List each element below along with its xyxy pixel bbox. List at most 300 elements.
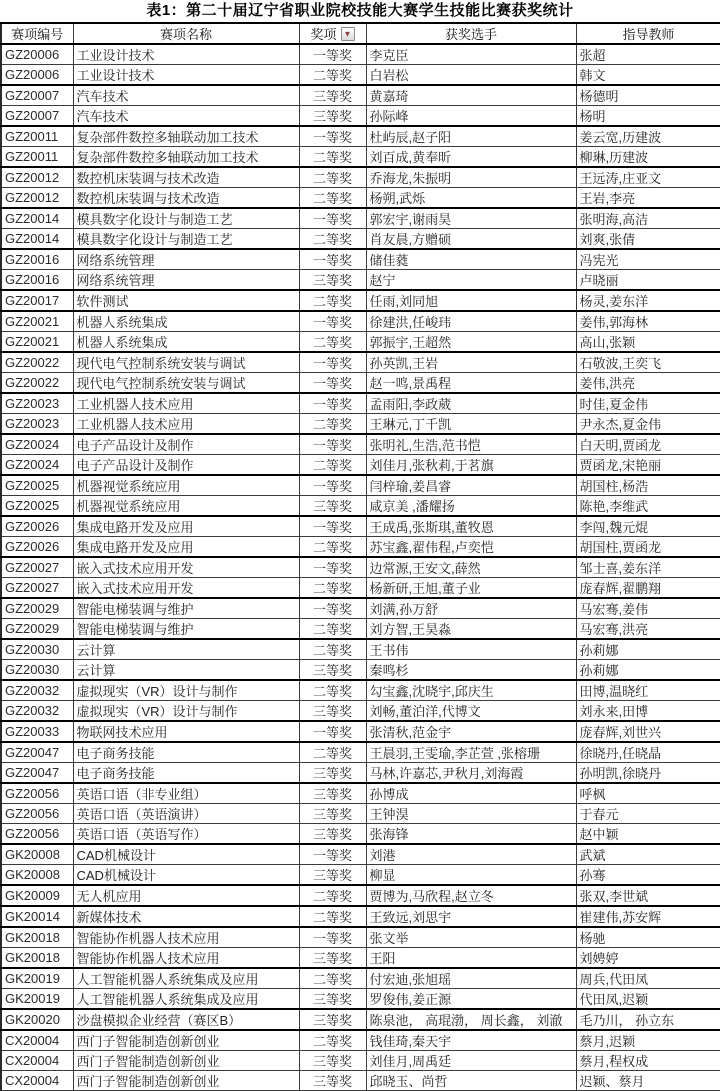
table-row	[1, 742, 720, 763]
cell-code: GZ20027	[1, 578, 73, 599]
cell-award: 一等奖	[299, 44, 366, 65]
cell-teachers: 田博,温晓红	[576, 680, 720, 701]
table-row	[1, 44, 720, 65]
cell-code: GZ20022	[1, 352, 73, 373]
cell-contestants: 刘港	[366, 844, 576, 865]
cell-code: GK20019	[1, 989, 73, 1010]
cell-teachers: 毛乃川， 孙立东	[576, 1009, 720, 1030]
cell-award: 一等奖	[299, 927, 366, 948]
cell-contestants: 刘方智,王昊淼	[366, 619, 576, 640]
cell-name: 云计算	[73, 639, 299, 660]
cell-contestants: 王钟淏	[366, 804, 576, 824]
table-row	[1, 208, 720, 229]
cell-teachers: 姜伟,郭海林	[576, 311, 720, 332]
cell-code: GZ20056	[1, 783, 73, 804]
cell-award: 一等奖	[299, 393, 366, 414]
cell-award: 一等奖	[299, 475, 366, 496]
cell-contestants: 张明礼,生浩,范书恺	[366, 434, 576, 455]
cell-contestants: 杨新研,王旭,董子业	[366, 578, 576, 599]
cell-teachers: 杨灵,姜东洋	[576, 290, 720, 311]
cell-award: 三等奖	[299, 85, 366, 106]
cell-contestants: 刘佳月,张秋莉,于茗旗	[366, 455, 576, 476]
cell-teachers: 胡国柱,贾函龙	[576, 537, 720, 558]
cell-award: 二等奖	[299, 578, 366, 599]
table-row	[1, 783, 720, 804]
cell-teachers: 蔡月,程权成	[576, 1051, 720, 1071]
cell-name: 西门子智能制造创新创业	[73, 1071, 299, 1091]
cell-contestants: 张海锋	[366, 824, 576, 845]
cell-name: 人工智能机器人系统集成及应用	[73, 968, 299, 989]
cell-award: 二等奖	[299, 188, 366, 209]
table-row	[1, 824, 720, 845]
cell-award: 一等奖	[299, 557, 366, 578]
award-filter-dropdown-button[interactable]	[341, 27, 355, 41]
cell-award: 三等奖	[299, 701, 366, 722]
cell-code: GZ20014	[1, 208, 73, 229]
cell-code: GZ20056	[1, 804, 73, 824]
cell-name: 复杂部件数控多轴联动加工技术	[73, 147, 299, 168]
cell-teachers: 孙莉娜	[576, 660, 720, 681]
cell-contestants: 付宏迪,张旭瑶	[366, 968, 576, 989]
cell-teachers: 武斌	[576, 844, 720, 865]
cell-award: 三等奖	[299, 989, 366, 1010]
table-row	[1, 927, 720, 948]
chevron-down-icon: ▼	[343, 29, 352, 38]
cell-contestants: 郭宏宇,谢雨昊	[366, 208, 576, 229]
cell-code: GZ20029	[1, 619, 73, 640]
cell-teachers: 刘娉婷	[576, 948, 720, 969]
cell-contestants: 钱佳琦,秦天宇	[366, 1030, 576, 1051]
cell-code: GZ20047	[1, 742, 73, 763]
table-row	[1, 434, 720, 455]
cell-award: 三等奖	[299, 783, 366, 804]
cell-award: 二等奖	[299, 680, 366, 701]
cell-code: GZ20011	[1, 147, 73, 168]
cell-name: 复杂部件数控多轴联动加工技术	[73, 126, 299, 147]
cell-name: 智能电梯装调与维护	[73, 598, 299, 619]
cell-contestants: 孙英凯,王岩	[366, 352, 576, 373]
cell-contestants: 张文举	[366, 927, 576, 948]
cell-name: 现代电气控制系统安装与调试	[73, 352, 299, 373]
cell-contestants: 柳显	[366, 865, 576, 886]
cell-name: 工业设计技术	[73, 44, 299, 65]
cell-code: GZ20025	[1, 496, 73, 517]
cell-contestants: 王书伟	[366, 639, 576, 660]
cell-name: 机器视觉系统应用	[73, 475, 299, 496]
cell-code: GZ20027	[1, 557, 73, 578]
cell-award: 二等奖	[299, 1030, 366, 1051]
cell-teachers: 卢晓丽	[576, 270, 720, 291]
cell-code: GZ20032	[1, 701, 73, 722]
cell-name: 英语口语（英语写作）	[73, 824, 299, 845]
cell-award: 二等奖	[299, 290, 366, 311]
cell-teachers: 孙明凯,徐晓丹	[576, 763, 720, 784]
cell-name: 模具数字化设计与制造工艺	[73, 229, 299, 250]
cell-code: CX20004	[1, 1051, 73, 1071]
cell-code: GZ20030	[1, 639, 73, 660]
cell-name: 智能协作机器人技术应用	[73, 927, 299, 948]
cell-teachers: 胡国柱,杨浩	[576, 475, 720, 496]
cell-name: 西门子智能制造创新创业	[73, 1051, 299, 1071]
cell-teachers: 刘永来,田博	[576, 701, 720, 722]
cell-award: 三等奖	[299, 804, 366, 824]
cell-teachers: 孙莉娜	[576, 639, 720, 660]
cell-award: 一等奖	[299, 352, 366, 373]
cell-code: GK20019	[1, 968, 73, 989]
cell-teachers: 柳琳,历建波	[576, 147, 720, 168]
table-row	[1, 352, 720, 373]
cell-award: 三等奖	[299, 824, 366, 845]
cell-teachers: 孙骞	[576, 865, 720, 886]
cell-contestants: 杨朔,武烁	[366, 188, 576, 209]
cell-teachers: 崔建伟,苏安辉	[576, 906, 720, 927]
cell-code: GZ20026	[1, 516, 73, 537]
cell-award: 二等奖	[299, 742, 366, 763]
cell-teachers: 王岩,李亮	[576, 188, 720, 209]
cell-contestants: 黄嘉琦	[366, 85, 576, 106]
table-row	[1, 475, 720, 496]
cell-name: 机器视觉系统应用	[73, 496, 299, 517]
table-row	[1, 516, 720, 537]
table-row	[1, 598, 720, 619]
cell-name: 网络系统管理	[73, 270, 299, 291]
cell-teachers: 徐晓丹,任晓晶	[576, 742, 720, 763]
table-row	[1, 948, 720, 969]
cell-contestants: 王晨羽,王雯瑜,李芷萱 ,张榕珊	[366, 742, 576, 763]
table-row	[1, 763, 720, 784]
cell-name: 电子产品设计及制作	[73, 434, 299, 455]
cell-contestants: 边常源,王安文,薛然	[366, 557, 576, 578]
table-row	[1, 885, 720, 906]
cell-name: 人工智能机器人系统集成及应用	[73, 989, 299, 1010]
cell-code: GZ20056	[1, 824, 73, 845]
cell-contestants: 张清秋,范金宇	[366, 721, 576, 742]
cell-name: 新媒体技术	[73, 906, 299, 927]
cell-award: 一等奖	[299, 516, 366, 537]
table-row	[1, 455, 720, 476]
cell-award: 二等奖	[299, 414, 366, 435]
cell-name: 工业机器人技术应用	[73, 393, 299, 414]
header-award	[299, 23, 366, 44]
table-row	[1, 1009, 720, 1030]
cell-award: 二等奖	[299, 65, 366, 86]
cell-code: GZ20006	[1, 44, 73, 65]
cell-teachers: 王远涛,庄亚文	[576, 167, 720, 188]
table-row	[1, 393, 720, 414]
table-row	[1, 270, 720, 291]
cell-award: 二等奖	[299, 537, 366, 558]
cell-teachers: 周兵,代田凤	[576, 968, 720, 989]
table-title: 表1：第二十届辽宁省职业院校技能大赛学生技能比赛获奖统计	[146, 2, 574, 19]
cell-award: 一等奖	[299, 721, 366, 742]
cell-name: 模具数字化设计与制造工艺	[73, 208, 299, 229]
table-row	[1, 290, 720, 311]
cell-contestants: 郭振宇,王超然	[366, 332, 576, 353]
cell-teachers: 马宏骞,洪亮	[576, 619, 720, 640]
table-row	[1, 147, 720, 168]
cell-contestants: 王成禹,张斯琪,董牧恩	[366, 516, 576, 537]
cell-contestants: 储佳蕤	[366, 249, 576, 270]
cell-contestants: 肖友晨,方赠硕	[366, 229, 576, 250]
table-row	[1, 865, 720, 886]
cell-code: GK20008	[1, 844, 73, 865]
cell-name: 英语口语（非专业组）	[73, 783, 299, 804]
cell-award: 一等奖	[299, 126, 366, 147]
table-row	[1, 844, 720, 865]
cell-contestants: 任雨,刘同旭	[366, 290, 576, 311]
cell-name: 工业设计技术	[73, 65, 299, 86]
cell-award: 一等奖	[299, 598, 366, 619]
cell-code: GZ20011	[1, 126, 73, 147]
cell-name: 嵌入式技术应用开发	[73, 557, 299, 578]
table-row	[1, 85, 720, 106]
header-contestants: 获奖选手	[366, 23, 576, 44]
cell-contestants: 苏宝鑫,翟伟程,卢奕恺	[366, 537, 576, 558]
cell-name: 电子产品设计及制作	[73, 455, 299, 476]
cell-code: GZ20021	[1, 311, 73, 332]
cell-name: 集成电路开发及应用	[73, 516, 299, 537]
cell-name: 英语口语（英语演讲）	[73, 804, 299, 824]
cell-award: 三等奖	[299, 1051, 366, 1071]
cell-award: 一等奖	[299, 208, 366, 229]
table-row	[1, 332, 720, 353]
cell-teachers: 冯宪光	[576, 249, 720, 270]
table-row	[1, 249, 720, 270]
cell-award: 三等奖	[299, 865, 366, 886]
cell-code: GZ20023	[1, 414, 73, 435]
cell-name: 网络系统管理	[73, 249, 299, 270]
table-row	[1, 496, 720, 517]
table-body	[1, 44, 720, 1091]
cell-name: 电子商务技能	[73, 742, 299, 763]
cell-contestants: 赵宁	[366, 270, 576, 291]
table-row	[1, 65, 720, 86]
cell-award: 三等奖	[299, 948, 366, 969]
header-row	[1, 23, 720, 44]
cell-award: 一等奖	[299, 249, 366, 270]
cell-award: 三等奖	[299, 270, 366, 291]
cell-teachers: 石敬波,王奕飞	[576, 352, 720, 373]
table-row	[1, 106, 720, 127]
cell-teachers: 于春元	[576, 804, 720, 824]
cell-award: 二等奖	[299, 167, 366, 188]
table-row	[1, 989, 720, 1010]
cell-contestants: 孟雨阳,李政葳	[366, 393, 576, 414]
table-row	[1, 1051, 720, 1071]
table-row	[1, 557, 720, 578]
cell-teachers: 白天明,贾函龙	[576, 434, 720, 455]
cell-award: 二等奖	[299, 332, 366, 353]
cell-name: CAD机械设计	[73, 865, 299, 886]
cell-teachers: 杨驰	[576, 927, 720, 948]
cell-code: GK20020	[1, 1009, 73, 1030]
cell-code: GZ20012	[1, 167, 73, 188]
cell-name: 现代电气控制系统安装与调试	[73, 373, 299, 394]
cell-teachers: 姜伟,洪亮	[576, 373, 720, 394]
cell-code: GZ20017	[1, 290, 73, 311]
cell-name: CAD机械设计	[73, 844, 299, 865]
cell-name: 云计算	[73, 660, 299, 681]
cell-contestants: 王致远,刘思宇	[366, 906, 576, 927]
cell-contestants: 秦鸣杉	[366, 660, 576, 681]
cell-award: 二等奖	[299, 455, 366, 476]
awards-table	[0, 22, 720, 1091]
cell-award: 一等奖	[299, 434, 366, 455]
table-row	[1, 968, 720, 989]
table-row	[1, 188, 720, 209]
cell-code: GZ20021	[1, 332, 73, 353]
cell-contestants: 贾博为,马欣程,赵立冬	[366, 885, 576, 906]
cell-contestants: 李克臣	[366, 44, 576, 65]
cell-contestants: 孙际峰	[366, 106, 576, 127]
cell-code: GZ20029	[1, 598, 73, 619]
cell-code: GK20018	[1, 948, 73, 969]
cell-award: 二等奖	[299, 885, 366, 906]
cell-teachers: 时佳,夏金伟	[576, 393, 720, 414]
cell-name: 无人机应用	[73, 885, 299, 906]
cell-award: 二等奖	[299, 229, 366, 250]
cell-award: 三等奖	[299, 660, 366, 681]
table-row	[1, 906, 720, 927]
cell-name: 西门子智能制造创新创业	[73, 1030, 299, 1051]
cell-award: 二等奖	[299, 147, 366, 168]
cell-teachers: 庞春辉,刘世兴	[576, 721, 720, 742]
table-row	[1, 680, 720, 701]
cell-name: 数控机床装调与技术改造	[73, 167, 299, 188]
header-code: 赛项编号	[1, 23, 73, 44]
cell-contestants: 杜屿辰,赵子阳	[366, 126, 576, 147]
cell-award: 二等奖	[299, 619, 366, 640]
cell-name: 汽车技术	[73, 85, 299, 106]
cell-contestants: 咸京美 ,潘耀扬	[366, 496, 576, 517]
cell-code: GZ20012	[1, 188, 73, 209]
cell-contestants: 陈泉池， 高琨渤， 周长鑫， 刘澈	[366, 1009, 576, 1030]
cell-teachers: 蔡月,迟颖	[576, 1030, 720, 1051]
cell-name: 虚拟现实（VR）设计与制作	[73, 701, 299, 722]
cell-teachers: 贾函龙,宋艳丽	[576, 455, 720, 476]
table-row	[1, 1071, 720, 1091]
cell-contestants: 刘佳月,周禹廷	[366, 1051, 576, 1071]
table-row	[1, 167, 720, 188]
cell-teachers: 张明海,高洁	[576, 208, 720, 229]
cell-teachers: 韩文	[576, 65, 720, 86]
table-row	[1, 414, 720, 435]
cell-name: 数控机床装调与技术改造	[73, 188, 299, 209]
cell-contestants: 邱晓玉、尚哲	[366, 1071, 576, 1091]
cell-contestants: 赵一鸣,景禹程	[366, 373, 576, 394]
cell-teachers: 张双,李世斌	[576, 885, 720, 906]
cell-code: GZ20047	[1, 763, 73, 784]
cell-contestants: 徐建洪,任峻玮	[366, 311, 576, 332]
cell-award: 一等奖	[299, 373, 366, 394]
cell-award: 二等奖	[299, 639, 366, 660]
cell-contestants: 勾宝鑫,沈晓宇,邱庆生	[366, 680, 576, 701]
table-row	[1, 804, 720, 824]
cell-name: 虚拟现实（VR）设计与制作	[73, 680, 299, 701]
header-award-label: 奖项	[310, 27, 337, 42]
cell-award: 一等奖	[299, 844, 366, 865]
cell-teachers: 姜云宽,历建波	[576, 126, 720, 147]
table-row	[1, 126, 720, 147]
cell-teachers: 邹士喜,姜东洋	[576, 557, 720, 578]
cell-name: 物联网技术应用	[73, 721, 299, 742]
cell-contestants: 刘畅,董泊洋,代博文	[366, 701, 576, 722]
cell-name: 智能协作机器人技术应用	[73, 948, 299, 969]
cell-name: 工业机器人技术应用	[73, 414, 299, 435]
cell-contestants: 马林,许嘉芯,尹秋月,刘海霞	[366, 763, 576, 784]
cell-award: 三等奖	[299, 1071, 366, 1091]
table-row	[1, 578, 720, 599]
cell-contestants: 刘满,孙万舒	[366, 598, 576, 619]
cell-teachers: 庞春辉,翟鹏翔	[576, 578, 720, 599]
cell-code: GZ20022	[1, 373, 73, 394]
cell-award: 一等奖	[299, 311, 366, 332]
cell-code: GK20014	[1, 906, 73, 927]
cell-name: 汽车技术	[73, 106, 299, 127]
table-row	[1, 721, 720, 742]
cell-name: 集成电路开发及应用	[73, 537, 299, 558]
cell-code: GZ20024	[1, 455, 73, 476]
cell-award: 三等奖	[299, 106, 366, 127]
cell-teachers: 代田凤,迟颖	[576, 989, 720, 1010]
table-row	[1, 660, 720, 681]
cell-code: GZ20026	[1, 537, 73, 558]
cell-teachers: 李闯,魏元焜	[576, 516, 720, 537]
cell-code: GZ20014	[1, 229, 73, 250]
cell-contestants: 乔海龙,朱振明	[366, 167, 576, 188]
table-row	[1, 619, 720, 640]
cell-teachers: 赵中颖	[576, 824, 720, 845]
cell-teachers: 杨明	[576, 106, 720, 127]
cell-contestants: 王琳元,丁千凯	[366, 414, 576, 435]
cell-teachers: 迟颖、蔡月	[576, 1071, 720, 1091]
table-row	[1, 311, 720, 332]
cell-contestants: 闫梓瑜,姜昌睿	[366, 475, 576, 496]
cell-code: CX20004	[1, 1071, 73, 1091]
cell-name: 沙盘模拟企业经营（赛区B）	[73, 1009, 299, 1030]
table-row	[1, 537, 720, 558]
cell-teachers: 高山,张颖	[576, 332, 720, 353]
cell-code: GZ20024	[1, 434, 73, 455]
cell-name: 机器人系统集成	[73, 332, 299, 353]
cell-code: GZ20016	[1, 249, 73, 270]
cell-award: 三等奖	[299, 1009, 366, 1030]
table-row	[1, 229, 720, 250]
header-teachers: 指导教师	[576, 23, 720, 44]
cell-name: 智能电梯装调与维护	[73, 619, 299, 640]
cell-teachers: 马宏骞,姜伟	[576, 598, 720, 619]
cell-code: GZ20033	[1, 721, 73, 742]
cell-name: 软件测试	[73, 290, 299, 311]
cell-name: 机器人系统集成	[73, 311, 299, 332]
cell-teachers: 张超	[576, 44, 720, 65]
cell-award: 二等奖	[299, 906, 366, 927]
cell-award: 二等奖	[299, 968, 366, 989]
cell-code: CX20004	[1, 1030, 73, 1051]
cell-contestants: 刘百成,黄奉昕	[366, 147, 576, 168]
cell-contestants: 罗俊伟,姜正源	[366, 989, 576, 1010]
header-name: 赛项名称	[73, 23, 299, 44]
cell-teachers: 呼枫	[576, 783, 720, 804]
cell-teachers: 杨德明	[576, 85, 720, 106]
cell-code: GZ20030	[1, 660, 73, 681]
cell-code: GK20018	[1, 927, 73, 948]
cell-code: GZ20016	[1, 270, 73, 291]
cell-code: GZ20025	[1, 475, 73, 496]
table-row	[1, 639, 720, 660]
cell-code: GZ20007	[1, 106, 73, 127]
cell-code: GZ20032	[1, 680, 73, 701]
